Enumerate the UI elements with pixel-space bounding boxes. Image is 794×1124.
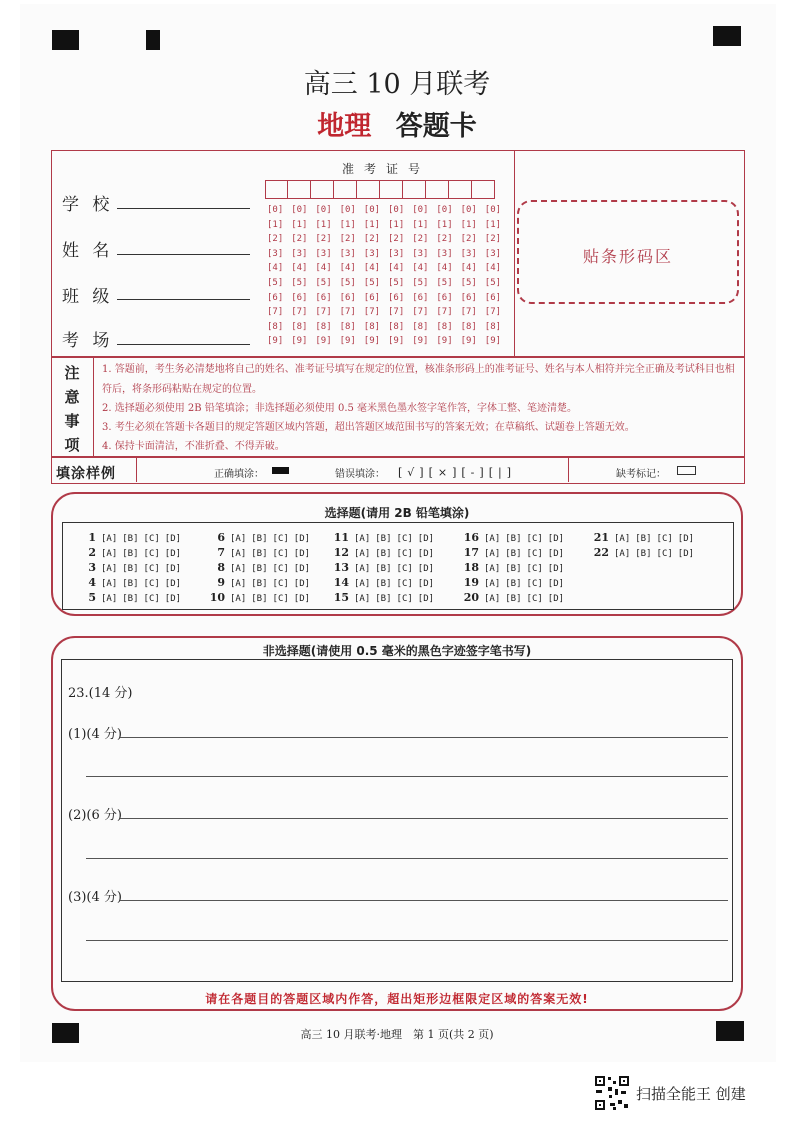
digit-bubble[interactable]: [8] [267,321,284,332]
subject-title [0,104,794,143]
fill-example-divider [136,457,137,482]
exam-number-boxes[interactable] [265,180,495,199]
mc-option-bubble[interactable]: [C] [656,534,673,544]
class-label: 班 级 [62,287,114,307]
digit-bubble[interactable]: [4] [291,263,308,274]
mc-option-bubble[interactable]: [D] [547,549,565,559]
mc-option-bubble[interactable]: [A] [354,549,371,559]
mc-option-bubble[interactable]: [A] [354,534,371,544]
exam-number-cell[interactable] [357,180,380,199]
digit-bubble[interactable]: [6] [412,292,429,303]
digit-bubble[interactable]: [2] [315,234,332,245]
mc-option-bubble[interactable]: [B] [375,549,392,559]
answer-line[interactable] [86,776,728,777]
mc-option-bubble[interactable]: [A] [614,534,631,544]
notice-item: 2. 选择题必须使用 2B 铅笔填涂；非选择题必须使用 0.5 毫米黑色墨水签字笔作答，字体工整、笔迹清楚。 [102,403,578,414]
digit-bubble[interactable]: [8] [484,321,502,332]
mc-option-bubble[interactable]: [B] [251,579,268,589]
info-divider [514,151,515,356]
mc-question [463,591,569,604]
digit-bubble[interactable]: [8] [291,321,308,332]
digit-bubble[interactable]: [4] [412,263,429,274]
mc-option-bubble[interactable]: [A] [484,534,501,544]
mc-option-bubble[interactable]: [D] [417,549,435,559]
mc-option-bubble[interactable]: [C] [526,579,543,589]
digit-bubble[interactable]: [9] [339,336,356,347]
mc-option-bubble[interactable]: [C] [396,564,413,574]
correct-fill-label: 正确填涂： [214,469,264,480]
mc-option-bubble[interactable]: [C] [272,564,289,574]
wrong-fill-label: 错误填涂： [335,469,385,480]
notice-heading-char: 事 [64,412,80,430]
mc-question [593,531,699,544]
answer-line[interactable] [86,858,728,859]
barcode-label: 贴条形码区 [582,247,673,266]
mc-question-number: 1 [88,531,96,544]
digit-bubble[interactable]: [1] [291,219,308,230]
mc-option-bubble[interactable]: [C] [143,534,160,544]
class-field[interactable] [117,299,250,300]
mc-option-bubble[interactable]: [D] [547,594,565,604]
digit-bubble[interactable]: [9] [460,336,477,347]
digit-bubble[interactable]: [1] [412,219,429,230]
exam-number-cell[interactable] [449,180,472,199]
mc-option-bubble[interactable]: [C] [143,579,160,589]
digit-bubble[interactable]: [2] [291,234,308,245]
digit-bubble[interactable]: [6] [436,292,453,303]
mc-option-bubble[interactable]: [B] [122,579,139,589]
digit-bubble[interactable]: [5] [291,278,308,288]
mc-option-bubble[interactable]: [C] [656,549,673,559]
mc-question-number: 11 [333,531,349,544]
mc-option-bubble[interactable]: [D] [677,534,695,544]
mc-option-bubble[interactable]: [B] [375,534,392,544]
mc-option-bubble[interactable]: [A] [101,564,118,574]
digit-bubble[interactable]: [3] [363,248,381,259]
notice-divider [93,357,94,456]
digit-bubble[interactable]: [9] [436,336,453,347]
digit-bubble[interactable]: [4] [267,263,284,274]
mc-question [209,531,315,544]
digit-bubble[interactable]: [0] [339,205,356,215]
mc-question [80,561,186,574]
digit-bubble[interactable]: [5] [388,278,405,288]
mc-option-bubble[interactable]: [D] [293,549,311,559]
exam-number-cell[interactable] [265,180,288,199]
mc-option-bubble[interactable]: [A] [484,579,501,589]
mc-option-bubble[interactable]: [D] [417,594,435,604]
scanner-watermark: 扫描全能王 创建 [636,1085,746,1103]
digit-bubble[interactable]: [2] [460,234,477,245]
mc-question-number: 12 [333,546,349,559]
mc-option-bubble[interactable]: [D] [164,549,182,559]
mc-question [463,546,569,559]
digit-bubble[interactable]: [3] [460,248,477,259]
digit-bubble[interactable]: [4] [484,263,502,274]
mc-option-bubble[interactable]: [D] [293,594,311,604]
mc-option-bubble[interactable]: [B] [122,534,139,544]
mc-question-number: 17 [463,546,479,559]
digit-bubble[interactable]: [1] [388,219,405,230]
room-field[interactable] [117,344,250,345]
digit-bubble[interactable]: [5] [315,278,332,288]
digit-bubble[interactable]: [2] [412,234,429,245]
mc-option-bubble[interactable]: [D] [547,564,565,574]
mc-question [463,576,569,589]
mc-question-number: 2 [88,546,96,559]
digit-bubble[interactable]: [7] [412,307,429,318]
digit-bubble[interactable]: [6] [267,292,284,303]
digit-bubble[interactable]: [8] [412,321,429,332]
mc-option-bubble[interactable]: [C] [272,579,289,589]
absent-mark-box[interactable] [677,466,696,475]
mc-question-number: 6 [217,531,225,544]
answer-line[interactable] [120,737,728,738]
mc-option-bubble[interactable]: [B] [375,564,392,574]
mc-option-bubble[interactable]: [C] [272,534,289,544]
mc-option-bubble[interactable]: [C] [272,549,289,559]
digit-bubble[interactable]: [8] [315,321,332,332]
digit-bubble[interactable]: [1] [339,219,356,230]
mc-option-bubble[interactable]: [D] [293,534,311,544]
mc-question-number: 20 [463,591,479,604]
absent-mark-label: 缺考标记： [616,469,666,480]
mc-option-bubble[interactable]: [B] [635,534,652,544]
digit-bubble[interactable]: [7] [436,307,453,318]
mc-question-number: 18 [463,561,479,574]
digit-bubble[interactable]: [7] [484,307,502,318]
digit-bubble[interactable]: [3] [484,248,502,259]
mc-question [209,576,315,589]
mc-option-bubble[interactable]: [A] [230,594,247,604]
digit-bubble[interactable]: [7] [388,307,405,318]
digit-bubble[interactable]: [4] [315,263,332,274]
digit-bubble[interactable]: [1] [315,219,332,230]
mc-option-bubble[interactable]: [A] [484,564,501,574]
mc-option-bubble[interactable]: [B] [505,549,522,559]
alignment-mark-top-mid [146,30,160,50]
mc-option-bubble[interactable]: [A] [101,579,118,589]
digit-bubble[interactable]: [4] [339,263,356,274]
digit-bubble[interactable]: [1] [436,219,453,230]
digit-bubble[interactable]: [9] [291,336,308,347]
mc-option-bubble[interactable]: [B] [251,549,268,559]
digit-bubble[interactable]: [8] [339,321,356,332]
page-footer: 高三 10 月联考·地理 第 1 页(共 2 页) [300,1028,494,1041]
mc-option-bubble[interactable]: [D] [164,534,182,544]
mc-option-bubble[interactable]: [C] [526,549,543,559]
digit-bubble[interactable]: [3] [291,248,308,259]
mc-option-bubble[interactable]: [C] [143,564,160,574]
alignment-mark-top-left [52,30,79,50]
name-label: 姓 名 [62,241,114,261]
mc-question-number: 3 [88,561,96,574]
mc-option-bubble[interactable]: [C] [526,564,543,574]
digit-bubble[interactable]: [6] [388,292,405,303]
mc-option-bubble[interactable]: [A] [484,594,501,604]
room-label: 考 场 [62,331,114,351]
digit-bubble[interactable]: [6] [484,292,502,303]
digit-bubble[interactable]: [9] [267,336,284,347]
mc-option-bubble[interactable]: [D] [547,534,565,544]
digit-bubble[interactable]: [1] [460,219,477,230]
digit-bubble[interactable]: [4] [460,263,477,274]
digit-bubble[interactable]: [2] [484,234,502,245]
mc-question-number: 16 [463,531,479,544]
digit-bubble[interactable]: [3] [436,248,453,259]
exam-number-cell[interactable] [426,180,449,199]
mc-option-bubble[interactable]: [C] [396,549,413,559]
answer-line[interactable] [120,900,728,901]
mc-option-bubble[interactable]: [A] [101,549,118,559]
wrong-fill-samples: [√][×][-][|] [398,466,516,479]
digit-bubble[interactable]: [7] [315,307,332,318]
digit-bubble[interactable]: [4] [388,263,405,274]
correct-fill-sample [272,467,289,474]
mc-option-bubble[interactable]: [B] [375,579,392,589]
mc-option-bubble[interactable]: [C] [396,594,413,604]
mc-option-bubble[interactable]: [D] [417,579,435,589]
answer-warning: 请在各题目的答题区域内作答，超出矩形边框限定区域的答案无效! [205,992,589,1006]
digit-bubble[interactable]: [2] [267,234,284,245]
mc-question-number: 8 [217,561,225,574]
card-label: 答题卡 [395,111,477,142]
mc-option-bubble[interactable]: [B] [251,564,268,574]
mc-option-bubble[interactable]: [D] [293,579,311,589]
digit-bubble[interactable]: [5] [339,278,356,288]
answer-line[interactable] [120,818,728,819]
school-label: 学 校 [62,195,114,215]
mc-option-bubble[interactable]: [B] [251,534,268,544]
digit-bubble[interactable]: [1] [484,219,502,230]
mc-option-bubble[interactable]: [A] [354,594,371,604]
mc-option-bubble[interactable]: [C] [143,594,160,604]
digit-bubble[interactable]: [2] [363,234,381,245]
mc-option-bubble[interactable]: [A] [230,534,247,544]
digit-bubble[interactable]: [0] [267,205,284,215]
part-2-label: (2)(6 分) [68,808,122,823]
mc-option-bubble[interactable]: [C] [526,534,543,544]
alignment-mark-top-right [713,26,741,46]
digit-bubble[interactable]: [6] [460,292,477,303]
exam-number-cell[interactable] [380,180,403,199]
digit-bubble[interactable]: [9] [315,336,332,347]
mc-option-bubble[interactable]: [C] [396,534,413,544]
mc-option-bubble[interactable]: [D] [417,534,435,544]
digit-bubble[interactable]: [6] [315,292,332,303]
qr-code-icon [594,1075,630,1111]
mc-option-bubble[interactable]: [C] [526,594,543,604]
mc-question-number: 10 [209,591,225,604]
digit-bubble[interactable]: [6] [291,292,308,303]
digit-bubble[interactable]: [5] [363,278,381,288]
mc-question [209,546,315,559]
notice-item: 3. 考生必须在答题卡各题目的规定答题区域内答题，超出答题区域范围书写的答案无效；在草稿纸、试题卷上答题无效。 [102,422,635,433]
exam-number-title: 准考证号 [341,162,430,176]
digit-bubble[interactable]: [1] [267,219,284,230]
mc-question-number: 9 [217,576,225,589]
digit-bubble[interactable]: [7] [291,307,308,318]
fill-example-divider [568,457,569,482]
mc-question-number: 14 [333,576,349,589]
mc-option-bubble[interactable]: [A] [230,579,247,589]
digit-bubble[interactable]: [5] [484,278,502,288]
exam-number-cell[interactable] [403,180,426,199]
digit-bubble[interactable]: [3] [412,248,429,259]
mc-option-bubble[interactable]: [A] [614,549,631,559]
digit-bubble[interactable]: [2] [339,234,356,245]
digit-bubble[interactable]: [6] [363,292,381,303]
digit-bubble[interactable]: [8] [388,321,405,332]
digit-bubble[interactable]: [5] [412,278,429,288]
digit-bubble[interactable]: [7] [460,307,477,318]
notice-heading [52,361,92,457]
mc-question [463,531,569,544]
digit-bubble[interactable]: [0] [460,205,477,215]
notice-item: 1. 答题前，考生务必清楚地将自己的姓名、准考证号填写在规定的位置，核准条形码上的准考证号、姓名与本人相符并完全正确及考试科目也相符后，将条形码粘贴在规定的位置。 [102,364,735,395]
mc-option-bubble[interactable]: [A] [230,549,247,559]
mc-option-bubble[interactable]: [D] [293,564,311,574]
mc-option-bubble[interactable]: [D] [547,579,565,589]
exam-number-cell[interactable] [288,180,311,199]
digit-bubble[interactable]: [8] [436,321,453,332]
notice-heading-char: 项 [64,436,80,454]
mc-option-bubble[interactable]: [C] [272,594,289,604]
exam-number-cell[interactable] [334,180,357,199]
mc-question [209,591,315,604]
digit-bubble[interactable]: [3] [339,248,356,259]
part-3-label: (3)(4 分) [68,890,122,905]
barcode-area [517,200,739,304]
mc-question [80,591,186,604]
digit-bubble[interactable]: [5] [267,278,284,288]
mc-option-bubble[interactable]: [A] [230,564,247,574]
free-response-title: 非选择题(请使用 0.5 毫米的黑色字迹签字笔书写) [262,644,532,658]
mc-option-bubble[interactable]: [D] [677,549,695,559]
digit-bubble[interactable]: [2] [436,234,453,245]
school-field[interactable] [117,208,250,209]
digit-bubble[interactable]: [9] [363,336,381,347]
mc-question-number: 5 [88,591,96,604]
mc-option-bubble[interactable]: [B] [635,549,652,559]
digit-bubble[interactable]: [2] [388,234,405,245]
digit-bubble[interactable]: [3] [388,248,405,259]
fill-example-heading: 填涂样例 [56,466,116,482]
mc-question-number: 13 [333,561,349,574]
digit-bubble[interactable]: [1] [363,219,381,230]
digit-bubble[interactable]: [3] [267,248,284,259]
mc-option-bubble[interactable]: [B] [122,564,139,574]
digit-bubble[interactable]: [6] [339,292,356,303]
mc-question [80,576,186,589]
mc-question [209,561,315,574]
exam-title: 高三 10 月联考 [303,69,491,100]
mc-question-number: 21 [593,531,609,544]
name-field[interactable] [117,254,250,255]
mc-question-number: 7 [217,546,225,559]
mc-option-bubble[interactable]: [B] [375,594,392,604]
mc-option-bubble[interactable]: [C] [396,579,413,589]
question-23-label: 23.(14 分) [68,686,133,701]
digit-bubble[interactable]: [0] [412,205,429,215]
digit-bubble[interactable]: [5] [436,278,453,288]
digit-bubble[interactable]: [5] [460,278,477,288]
mc-question-number: 19 [463,576,479,589]
digit-bubble[interactable]: [4] [436,263,453,274]
multiple-choice-title: 选择题(请用 2B 铅笔填涂) [324,506,470,520]
digit-bubble[interactable]: [0] [291,205,308,215]
digit-bubble[interactable]: [3] [315,248,332,259]
digit-bubble[interactable]: [7] [363,307,381,318]
mc-question-number: 15 [333,591,349,604]
digit-bubble[interactable]: [9] [388,336,405,347]
mc-question [80,546,186,559]
mc-question [593,546,699,559]
mc-option-bubble[interactable]: [A] [354,564,371,574]
mc-question [333,531,439,544]
mc-option-bubble[interactable]: [A] [354,579,371,589]
subject-name: 地理 [317,111,372,142]
mc-option-bubble[interactable]: [A] [101,534,118,544]
digit-bubble[interactable]: [7] [339,307,356,318]
mc-option-bubble[interactable]: [B] [251,594,268,604]
mc-question-number: 4 [88,576,96,589]
mc-option-bubble[interactable]: [B] [122,549,139,559]
digit-bubble[interactable]: [0] [363,205,381,215]
mc-question [333,546,439,559]
digit-bubble[interactable]: [9] [412,336,429,347]
exam-number-cell[interactable] [472,180,495,199]
digit-bubble[interactable]: [7] [267,307,284,318]
mc-option-bubble[interactable]: [A] [484,549,501,559]
answer-line[interactable] [86,940,728,941]
notice-heading-char: 注 [64,364,80,382]
mc-question-number: 22 [593,546,609,559]
mc-question [80,531,186,544]
mc-option-bubble[interactable]: [C] [143,549,160,559]
digit-bubble[interactable]: [0] [436,205,453,215]
mc-option-bubble[interactable]: [D] [164,594,182,604]
mc-question [333,591,439,604]
mc-question [463,561,569,574]
mc-option-bubble[interactable]: [B] [122,594,139,604]
mc-option-bubble[interactable]: [D] [164,579,182,589]
mc-question [333,561,439,574]
exam-number-cell[interactable] [311,180,334,199]
digit-bubble[interactable]: [8] [460,321,477,332]
mc-option-bubble[interactable]: [B] [505,534,522,544]
digit-bubble[interactable]: [8] [363,321,381,332]
answer-area[interactable] [61,659,733,982]
notice-item: 4. 保持卡面清洁，不准折叠、不得弄破。 [102,441,285,452]
digit-bubble[interactable]: [4] [363,263,381,274]
mc-option-bubble[interactable]: [A] [101,594,118,604]
part-1-label: (1)(4 分) [68,727,122,742]
mc-option-bubble[interactable]: [B] [505,579,522,589]
notice-heading-char: 意 [64,388,80,406]
mc-option-bubble[interactable]: [B] [505,564,522,574]
digit-bubble[interactable]: [0] [388,205,405,215]
digit-bubble[interactable]: [9] [484,336,502,347]
mc-option-bubble[interactable]: [D] [164,564,182,574]
mc-option-bubble[interactable]: [B] [505,594,522,604]
digit-bubble[interactable]: [0] [315,205,332,215]
mc-option-bubble[interactable]: [D] [417,564,435,574]
digit-bubble[interactable]: [0] [484,205,502,215]
mc-question [333,576,439,589]
